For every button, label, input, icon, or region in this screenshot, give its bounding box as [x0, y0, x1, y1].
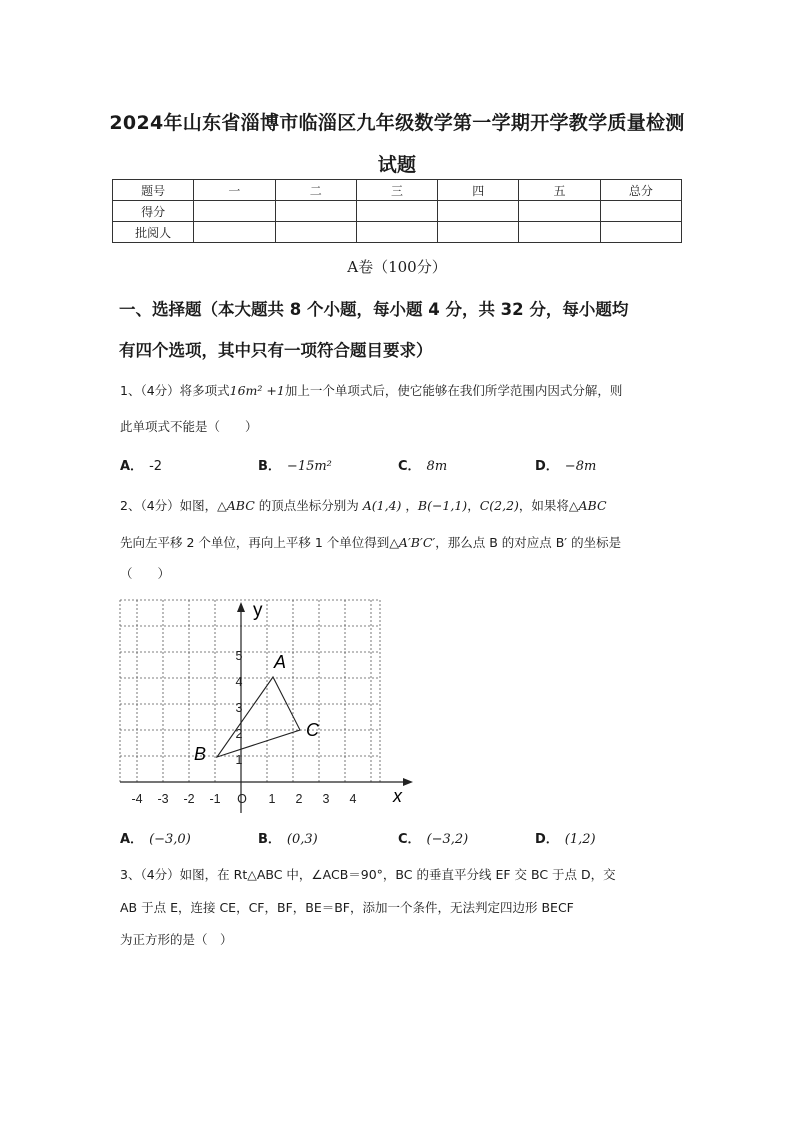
y-axis-arrow-icon [237, 602, 245, 612]
question-text: ，那么点 B 的对应点 B′ 的坐标是 [435, 535, 622, 550]
question-2-line2 [120, 533, 621, 551]
table-cell: 题号 [113, 180, 194, 201]
score-input-cell[interactable] [356, 222, 437, 243]
vertex-label-b: B [194, 744, 207, 764]
score-input-cell[interactable] [275, 222, 356, 243]
triangle-name: △A′B′C′ [389, 535, 436, 550]
option-label: B． [258, 459, 281, 474]
score-input-cell[interactable] [356, 201, 437, 222]
q2-option-d[interactable] [535, 828, 596, 847]
question-text: ，如果将 [518, 498, 569, 513]
x-tick-label: -2 [183, 792, 195, 806]
option-label: A． [120, 459, 144, 474]
y-axis-label: y [253, 600, 263, 621]
table-cell: 四 [438, 180, 519, 201]
x-tick-label: -3 [157, 792, 169, 806]
vertex-label-a: A [274, 652, 287, 672]
q1-option-c[interactable] [398, 455, 447, 474]
score-input-cell[interactable] [194, 222, 275, 243]
q2-option-c[interactable] [398, 828, 468, 847]
point-a: A(1,4) [362, 498, 402, 513]
question-number: 2、（4分）如图， [120, 498, 218, 513]
option-text: 8m [426, 459, 448, 474]
y-tick-label: 3 [235, 701, 243, 715]
x-tick-label: 2 [295, 792, 303, 806]
x-tick-label: 4 [349, 792, 357, 806]
origin-label: O [237, 792, 247, 806]
point-c: C(2,2) [479, 498, 519, 513]
question-1-line1 [120, 381, 622, 399]
option-label: C． [398, 832, 421, 847]
y-tick-label: 4 [235, 675, 243, 689]
x-tick-label: 3 [322, 792, 330, 806]
point-b: B(−1,1) [417, 498, 468, 513]
y-tick-label: 5 [235, 649, 243, 663]
table-cell: 五 [519, 180, 600, 201]
q2-option-a[interactable] [120, 828, 191, 847]
score-table-row [113, 222, 682, 243]
option-text: -2 [149, 459, 163, 474]
score-table-row [113, 201, 682, 222]
x-tick-label: -4 [131, 792, 143, 806]
x-tick-labels [131, 792, 356, 806]
question-text: 加上一个单项式后，使它能够在我们所学范围内因式分解，则 [284, 383, 623, 398]
score-input-cell[interactable] [438, 222, 519, 243]
coordinate-graph [110, 588, 430, 813]
table-cell: 一 [194, 180, 275, 201]
option-label: B． [258, 832, 281, 847]
option-text: −8m [564, 459, 597, 474]
question-text: 的顶点坐标分别为 [254, 498, 363, 513]
score-input-cell[interactable] [600, 201, 681, 222]
question-number: 1、（4分）将多项式 [120, 383, 230, 398]
vertex-label-c: C [306, 720, 319, 740]
x-axis-arrow-icon [403, 778, 413, 786]
score-table [112, 179, 682, 243]
q2-option-b[interactable] [258, 828, 318, 847]
y-tick-label: 1 [235, 753, 243, 767]
score-table-header-row [113, 180, 682, 201]
part1-heading-line1: 一、选择题（本大题共 8 个小题，每小题 4 分，共 32 分，每小题均 [119, 300, 629, 319]
question-text: 先向左平移 2 个单位，再向上平移 1 个单位得到 [120, 535, 390, 550]
option-text: (−3,0) [149, 832, 191, 847]
grid [120, 600, 380, 782]
exam-title-line1: 2024年山东省淄博市临淄区九年级数学第一学期开学教学质量检测 [109, 112, 685, 134]
option-label: D． [535, 459, 559, 474]
x-tick-label: 1 [268, 792, 276, 806]
question-2-line1: 2、（4分）如图，△ABC 的顶点坐标分别为 A(1,4) ，B(−1,1)，C(2,2)，如果将△ABC [120, 498, 607, 513]
triangle-name: △ABC [217, 498, 255, 513]
part1-heading-line2: 有四个选项，其中只有一项符合题目要求） [119, 341, 433, 360]
triangle-name: △ABC [568, 498, 607, 513]
q1-option-d[interactable] [535, 455, 596, 474]
option-label: D． [535, 832, 559, 847]
question-3-line2: AB 于点 E，连接 CE，CF，BF，BE＝BF，添加一个条件，无法判定四边形 BECF [120, 900, 574, 915]
option-text: (1,2) [564, 832, 596, 847]
score-input-cell[interactable] [194, 201, 275, 222]
option-text: (−3,2) [426, 832, 469, 847]
question-2-line3: （ ） [120, 566, 171, 581]
x-tick-label: -1 [209, 792, 221, 806]
table-cell: 三 [356, 180, 437, 201]
triangle-abc [217, 677, 300, 757]
q1-option-a[interactable] [120, 455, 162, 474]
option-text: −15m² [286, 459, 332, 474]
question-1-line2: 此单项式不能是（ ） [120, 419, 258, 434]
option-label: A． [120, 832, 144, 847]
polynomial: 16m² +1 [229, 383, 285, 398]
question-3-line1: 3、（4分）如图，在 Rt△ABC 中，∠ACB＝90°，BC 的垂直平分线 EF 交 BC 于点 D，交 [120, 867, 616, 882]
table-cell: 得分 [113, 201, 194, 222]
table-cell: 二 [275, 180, 356, 201]
score-input-cell[interactable] [519, 222, 600, 243]
score-input-cell[interactable] [438, 201, 519, 222]
exam-title-line2: 试题 [377, 154, 417, 176]
x-axis-label: x [393, 786, 402, 806]
section-title: A卷（100分） [347, 258, 447, 276]
table-cell: 总分 [600, 180, 681, 201]
score-input-cell[interactable] [600, 222, 681, 243]
option-label: C． [398, 459, 421, 474]
y-tick-label: 2 [235, 727, 243, 741]
option-text: (0,3) [286, 832, 318, 847]
score-input-cell[interactable] [519, 201, 600, 222]
q1-option-b[interactable] [258, 455, 332, 474]
table-cell: 批阅人 [113, 222, 194, 243]
score-input-cell[interactable] [275, 201, 356, 222]
question-3-line3: 为正方形的是（ ） [120, 932, 233, 947]
